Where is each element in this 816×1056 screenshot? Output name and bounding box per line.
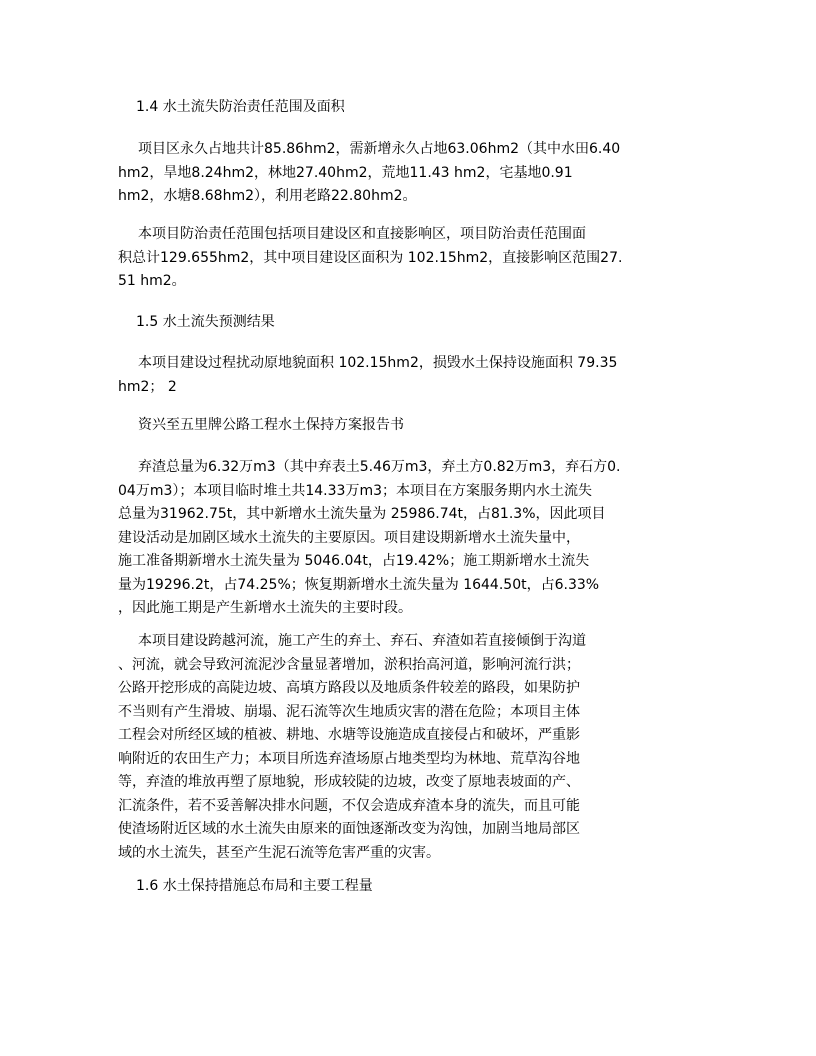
paragraph-line: 积总计129.655hm2，其中项目建设区面积为 102.15hm2，直接影响区范围27. [118, 249, 623, 266]
paragraph-line: hm2； 2 [118, 378, 177, 395]
paragraph-line: 51 hm2。 [118, 273, 186, 289]
paragraph-line: 04万m3）；本项目临时堆土共14.33万m3；本项目在方案服务期内水土流失 [118, 482, 592, 499]
section-heading-1-4: 1.4 水土流失防治责任范围及面积 [136, 99, 345, 115]
paragraph-line: 项目区永久占地共计85.86hm2，需新增永久占地63.06hm2（其中水田6.40 [138, 141, 621, 157]
paragraph-line: hm2，水塘8.68hm2），利用老路22.80hm2。 [118, 188, 417, 204]
report-title: 资兴至五里牌公路工程水土保持方案报告书 [138, 417, 404, 433]
paragraph-line: 、河流，就会导致河流泥沙含量显著增加，淤积抬高河道，影响河流行洪； [118, 656, 580, 673]
paragraph-line: 域的水土流失，甚至产生泥石流等危害严重的灾害。 [118, 844, 440, 861]
paragraph-line: 本项目建设跨越河流，施工产生的弃土、弃石、弃渣如若直接倾倒于沟道 [138, 633, 586, 649]
paragraph-line: 弃渣总量为6.32万m3（其中弃表土5.46万m3，弃土方0.82万m3，弃石方0. [138, 459, 621, 475]
paragraph-land-occupation [118, 138, 698, 209]
paragraph-line: 工程会对所经区域的植被、耕地、水塘等设施造成直接侵占和破坏，严重影 [118, 727, 580, 743]
section-heading-1-6: 1.6 水土保持措施总布局和主要工程量 [136, 878, 373, 894]
report-title-line [118, 414, 698, 438]
paragraph-line: hm2，旱地8.24hm2，林地27.40hm2，荒地11.43 hm2，宅基地0.91 [118, 164, 573, 181]
paragraph-line: 建设活动是加剧区域水土流失的主要原因。项目建设期新增水土流失量中， [118, 529, 580, 546]
paragraph-line: 量为19296.2t，占74.25%；恢复期新增水土流失量为 1644.50t，占6.33% [118, 576, 600, 593]
section-heading-1-5: 1.5 水土流失预测结果 [136, 314, 275, 330]
paragraph-line: 响附近的农田生产力；本项目所选弃渣场原占地类型均为林地、荒草沟谷地 [118, 750, 580, 767]
paragraph-hazards [118, 630, 698, 865]
paragraph-line: 本项目防治责任范围包括项目建设区和直接影响区，项目防治责任范围面 [138, 226, 586, 242]
paragraph-line: 总量为31962.75t，其中新增水土流失量为 25986.74t，占81.3%，因此项目 [118, 506, 606, 522]
paragraph-line: 不当则有产生滑坡、崩塌、泥石流等次生地质灾害的潜在危险；本项目主体 [118, 703, 580, 720]
paragraph-responsibility-area [118, 223, 698, 294]
paragraph-line: 使渣场附近区域的水土流失由原来的面蚀逐渐改变为沟蚀，加剧当地局部区 [118, 821, 580, 837]
paragraph-spoil-volume [118, 456, 698, 621]
paragraph-line: 汇流条件，若不妥善解决排水问题，不仅会造成弃渣本身的流失，而且可能 [118, 797, 580, 814]
paragraph-line: 等，弃渣的堆放再塑了原地貌，形成较陡的边坡，改变了原地表坡面的产、 [118, 774, 580, 790]
paragraph-line: 施工准备期新增水土流失量为 5046.04t，占19.42%；施工期新增水土流失 [118, 553, 590, 569]
paragraph-line: 本项目建设过程扰动原地貌面积 102.15hm2，损毁水土保持设施面积 79.35 [138, 355, 618, 371]
paragraph-disturbance-area [118, 352, 698, 399]
paragraph-line: ，因此施工期是产生新增水土流失的主要时段。 [118, 600, 412, 616]
paragraph-line: 公路开挖形成的高陡边坡、高填方路段以及地质条件较差的路段，如果防护 [118, 680, 580, 696]
